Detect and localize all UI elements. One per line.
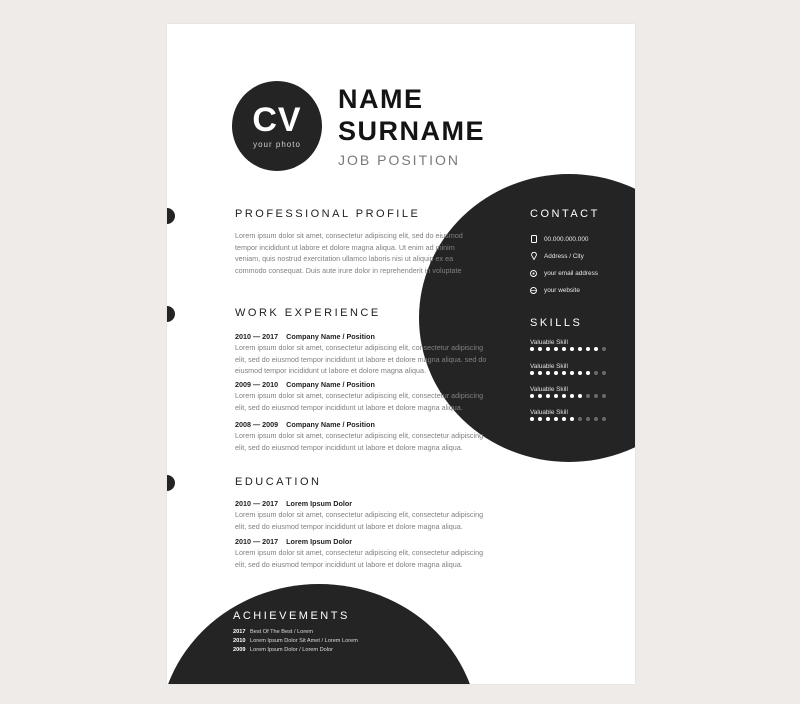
profile-heading: PROFESSIONAL PROFILE bbox=[235, 208, 421, 220]
skill-dot-empty bbox=[602, 371, 606, 375]
skill-dot-empty bbox=[594, 371, 598, 375]
skill-dot-empty bbox=[602, 394, 606, 398]
skill-dot-empty bbox=[578, 417, 582, 421]
education-entry-description: Lorem ipsum dolor sit amet, consectetur adipiscing elit, consectetur adipiscing elit, sed do eiusmod tempor incididunt ut labore et dolore magna aliqua. bbox=[235, 510, 484, 531]
achievement-item: 2017 Best Of The Best / Lorem bbox=[233, 629, 314, 635]
skill-dot-filled bbox=[570, 417, 574, 421]
skill-dot-filled bbox=[546, 347, 550, 351]
skill-dot-filled bbox=[538, 347, 542, 351]
job-entry-title: 2009 — 2010 Company Name / Position bbox=[235, 380, 375, 389]
bottom-dark-circle bbox=[167, 584, 479, 684]
skill-dot-filled bbox=[570, 371, 574, 375]
job-entry-description: Lorem ipsum dolor sit amet, consectetur adipiscing elit, consectetur adipiscing elit, sed do eiusmod tempor incididunt ut labore et dolore magna aliqua. bbox=[235, 391, 484, 412]
skill-dot-filled bbox=[538, 394, 542, 398]
education-entry-title: 2010 — 2017 Lorem Ipsum Dolor bbox=[235, 537, 353, 546]
skill-dot-empty bbox=[594, 394, 598, 398]
job-entry-description: Lorem ipsum dolor sit amet, consectetur adipiscing elit, consectetur adipiscing elit, sed do eiusmod tempor incididunt ut labore et dolore magna aliqua. sed do eiusmod tempor incididunt ut labore et dolore magna aliqua. bbox=[235, 343, 487, 375]
skill-dot-filled bbox=[530, 347, 534, 351]
skill-label: Valuable Skill bbox=[530, 409, 568, 416]
cv-page bbox=[167, 24, 635, 684]
skill-dot-filled bbox=[562, 417, 566, 421]
skill-dot-filled bbox=[586, 347, 590, 351]
skill-dot-empty bbox=[586, 394, 590, 398]
binder-hole bbox=[167, 306, 175, 322]
first-name: NAME bbox=[338, 84, 424, 114]
skill-dot-filled bbox=[554, 347, 558, 351]
job-entry-description: Lorem ipsum dolor sit amet, consectetur adipiscing elit, consectetur adipiscing elit, sed do eiusmod tempor incididunt ut labore et dolore magna aliqua. bbox=[235, 431, 484, 452]
skill-dot-empty bbox=[602, 347, 606, 351]
skill-dot-filled bbox=[578, 347, 582, 351]
contact-heading: CONTACT bbox=[530, 208, 600, 220]
education-entry-description: Lorem ipsum dolor sit amet, consectetur adipiscing elit, consectetur adipiscing elit, sed do eiusmod tempor incididunt ut labore et dolore magna aliqua. bbox=[235, 548, 484, 569]
skill-dot-empty bbox=[586, 417, 590, 421]
skill-label: Valuable Skill bbox=[530, 339, 568, 346]
skill-dot-filled bbox=[570, 347, 574, 351]
skill-dot-filled bbox=[562, 347, 566, 351]
skill-dot-filled bbox=[554, 394, 558, 398]
work-heading: WORK EXPERIENCE bbox=[235, 307, 381, 319]
skill-dot-filled bbox=[554, 417, 558, 421]
globe-icon bbox=[530, 286, 537, 295]
skill-dot-filled bbox=[586, 371, 590, 375]
contact-email: your email address bbox=[530, 268, 598, 278]
education-heading: EDUCATION bbox=[235, 476, 322, 488]
surname: SURNAME bbox=[338, 116, 486, 146]
skill-dot-filled bbox=[562, 371, 566, 375]
location-pin-icon bbox=[530, 252, 537, 261]
contact-address: Address / City bbox=[530, 251, 584, 261]
skill-dot-filled bbox=[546, 371, 550, 375]
skill-label: Valuable Skill bbox=[530, 363, 568, 370]
achievement-item: 2010 Lorem Ipsum Dolor Sit Amet / Lorem Lorem bbox=[233, 638, 358, 644]
achievements-heading: ACHIEVEMENTS bbox=[233, 610, 350, 622]
job-entry-title: 2008 — 2009 Company Name / Position bbox=[235, 420, 375, 429]
job-entry-title: 2010 — 2017 Company Name / Position bbox=[235, 332, 375, 341]
skill-dot-filled bbox=[578, 371, 582, 375]
phone-icon bbox=[530, 235, 537, 244]
skill-rating bbox=[530, 347, 606, 353]
skill-dot-filled bbox=[530, 371, 534, 375]
skill-dot-filled bbox=[562, 394, 566, 398]
binder-hole bbox=[167, 475, 175, 491]
skill-dot-filled bbox=[594, 347, 598, 351]
job-position: JOB POSITION bbox=[338, 152, 461, 168]
badge-subtitle: your photo bbox=[253, 140, 301, 149]
binder-hole bbox=[167, 208, 175, 224]
email-icon bbox=[530, 269, 537, 278]
skill-dot-empty bbox=[602, 417, 606, 421]
skill-dot-filled bbox=[570, 394, 574, 398]
skill-dot-filled bbox=[530, 394, 534, 398]
skill-rating bbox=[530, 371, 606, 377]
contact-website: your website bbox=[530, 285, 580, 295]
skill-dot-filled bbox=[546, 394, 550, 398]
skill-dot-filled bbox=[538, 417, 542, 421]
skill-rating bbox=[530, 394, 606, 400]
badge-letters: CV bbox=[252, 101, 302, 139]
education-entry-title: 2010 — 2017 Lorem Ipsum Dolor bbox=[235, 499, 353, 508]
skill-dot-filled bbox=[538, 371, 542, 375]
contact-phone: 00.000.000.000 bbox=[530, 234, 588, 244]
skill-label: Valuable Skill bbox=[530, 386, 568, 393]
skill-rating bbox=[530, 417, 606, 423]
photo-badge bbox=[232, 81, 322, 171]
achievement-item: 2009 Lorem Ipsum Dolor / Lorem Dolor bbox=[233, 647, 334, 653]
skill-dot-filled bbox=[578, 394, 582, 398]
skill-dot-filled bbox=[554, 371, 558, 375]
profile-paragraph: Lorem ipsum dolor sit amet, consectetur adipiscing elit, sed do eiusmod tempor incididunt ut labore et dolore magna aliqua. Ut enim ad minim veniam, quis nostrud exercitation ullamco laboris nisi ut aliquip ex ea commodo consequat. Duis aute irure dolor in reprehenderit in voluptate bbox=[235, 231, 463, 275]
skill-dot-filled bbox=[530, 417, 534, 421]
skill-dot-empty bbox=[594, 417, 598, 421]
skill-dot-filled bbox=[546, 417, 550, 421]
skills-heading: SKILLS bbox=[530, 317, 583, 329]
